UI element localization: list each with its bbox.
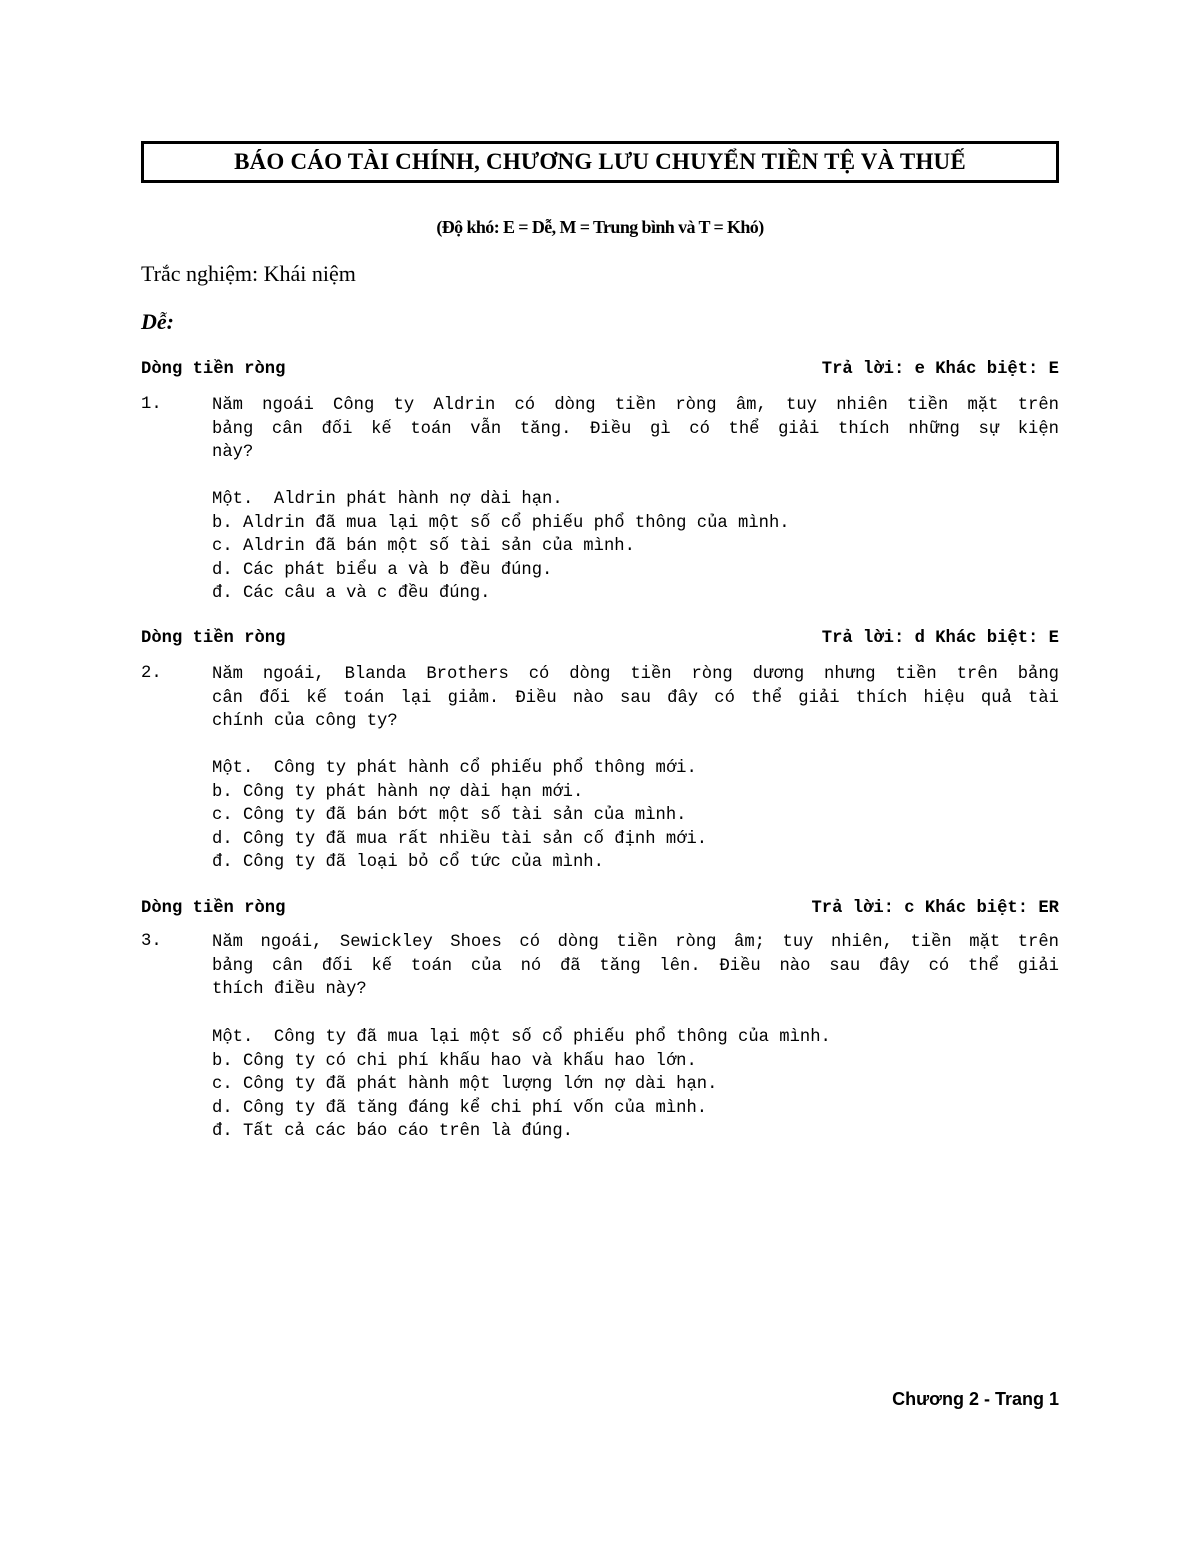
answer-option: d. Công ty đã mua rất nhiều tài sản cố định mới. <box>212 829 708 849</box>
answer-option: b. Công ty có chi phí khấu hao và khấu hao lớn. <box>212 1051 697 1071</box>
question-topic: Dòng tiền ròng <box>141 628 286 648</box>
question-number: 2. <box>141 664 162 683</box>
question-text-line: này? <box>212 443 254 462</box>
question-number: 3. <box>141 932 162 951</box>
answer-options <box>212 757 707 875</box>
answer-info: Trả lời: e Khác biệt: E <box>821 359 1059 379</box>
section-title: Trắc nghiệm: Khái niệm <box>141 261 356 286</box>
answer-option: d. Công ty đã tăng đáng kể chi phí vốn của mình. <box>212 1098 708 1118</box>
question-text-line: cân đối kế toán lại giảm. Điều nào sau đây có thể giải thích hiệu quả tài <box>212 688 1059 708</box>
question-header <box>141 896 1059 920</box>
question-text-line: thích điều này? <box>212 980 367 999</box>
answer-option: Một. Công ty đã mua lại một số cổ phiếu phổ thông của mình. <box>212 1028 831 1047</box>
question-text-line: bảng cân đối kế toán vẫn tăng. Điều gì có thể giải thích những sự kiện <box>212 419 1059 439</box>
answer-info: Trả lời: c Khác biệt: ER <box>811 898 1059 918</box>
question-number: 1. <box>141 395 162 414</box>
answer-option: b. Công ty phát hành nợ dài hạn mới. <box>212 782 584 802</box>
question-header <box>141 357 1059 381</box>
question-text <box>212 931 1059 1002</box>
answer-option: c. Công ty đã bán bớt một số tài sản của mình. <box>212 806 687 825</box>
question-text <box>212 394 1059 465</box>
answer-option: đ. Tất cả các báo cáo trên là đúng. <box>212 1122 573 1141</box>
answer-options <box>212 488 790 606</box>
answer-option: đ. Các câu a và c đều đúng. <box>212 584 491 603</box>
question-text-line: bảng cân đối kế toán của nó đã tăng lên. Điều nào sau đây có thể giải <box>212 956 1059 976</box>
question-header <box>141 626 1059 650</box>
answer-option: c. Công ty đã phát hành một lượng lớn nợ dài hạn. <box>212 1075 718 1094</box>
answer-info: Trả lời: d Khác biệt: E <box>821 628 1059 648</box>
title-box <box>141 141 1059 183</box>
question-topic: Dòng tiền ròng <box>141 898 286 918</box>
answer-options <box>212 1026 831 1144</box>
question-text-line: Năm ngoái, Blanda Brothers có dòng tiền ròng dương nhưng tiền trên bảng <box>212 665 1059 684</box>
question-topic: Dòng tiền ròng <box>141 359 286 379</box>
question-text-line: Năm ngoái Công ty Aldrin có dòng tiền ròng âm, tuy nhiên tiền mặt trên <box>212 396 1059 415</box>
question-text-line: Năm ngoái, Sewickley Shoes có dòng tiền ròng âm; tuy nhiên, tiền mặt trên <box>212 933 1059 952</box>
question-text-line: chính của công ty? <box>212 712 398 731</box>
page-footer: Chương 2 - Trang 1 <box>892 1389 1059 1409</box>
answer-option: b. Aldrin đã mua lại một số cổ phiếu phổ thông của mình. <box>212 513 790 533</box>
page-title: BÁO CÁO TÀI CHÍNH, CHƯƠNG LƯU CHUYỂN TIỀN TỆ VÀ THUẾ <box>234 149 966 174</box>
answer-option: c. Aldrin đã bán một số tài sản của mình. <box>212 537 635 556</box>
difficulty-note: (Độ khó: E = Dễ, M = Trung bình và T = Khó) <box>436 217 764 237</box>
answer-option: d. Các phát biểu a và b đều đúng. <box>212 560 553 580</box>
answer-option: đ. Công ty đã loại bỏ cổ tức của mình. <box>212 853 604 872</box>
question-text <box>212 663 1059 734</box>
level-title: Dễ: <box>141 309 174 334</box>
answer-option: Một. Công ty phát hành cổ phiếu phổ thông mới. <box>212 759 697 778</box>
answer-option: Một. Aldrin phát hành nợ dài hạn. <box>212 490 563 509</box>
